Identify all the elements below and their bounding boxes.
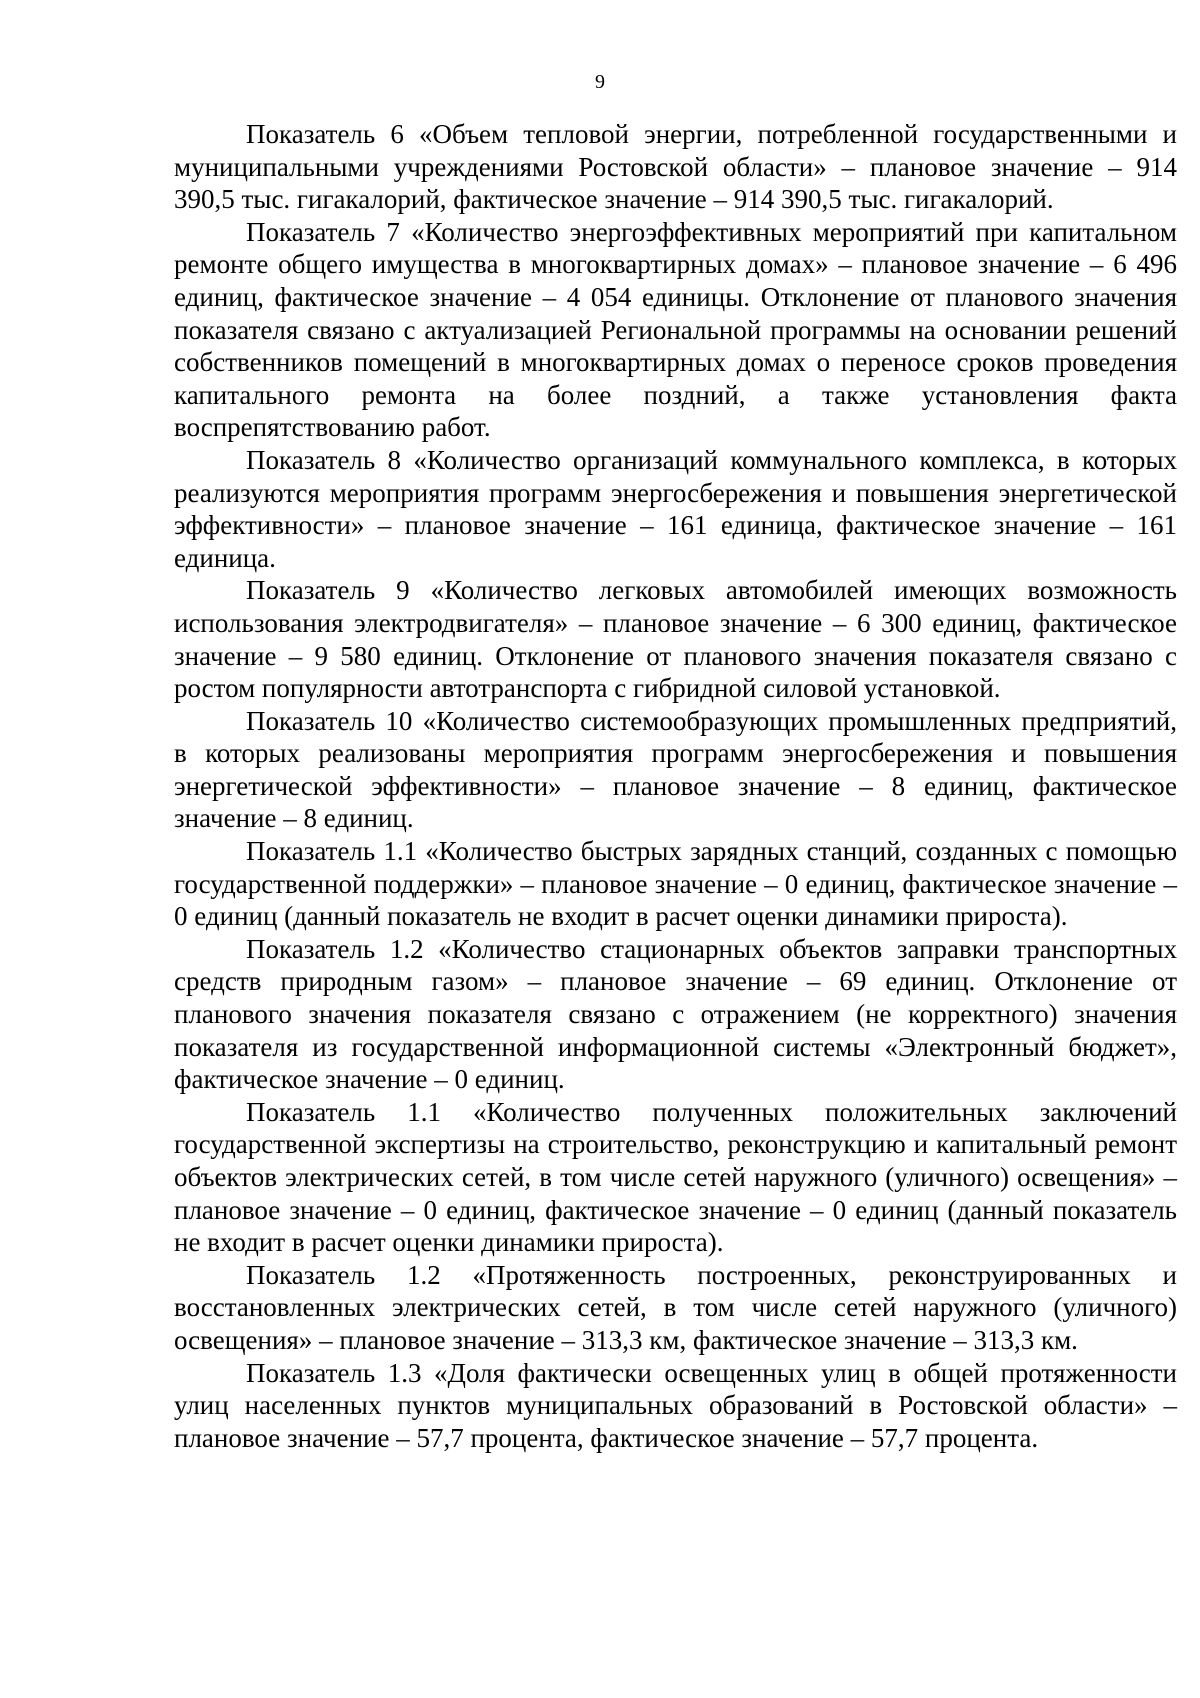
document-body (174, 118, 1177, 1454)
paragraph-indicator-8: Показатель 8 «Количество организаций коммунального комплекса, в которых реализуются мероприятия программ энергосбережения и повышения энергетической эффективности» – плановое значение – 161 единица, фактическое значение – 161 единица. (174, 444, 1177, 573)
paragraph-indicator-10: Показатель 10 «Количество системообразующих промышленных предприятий, в которых реализованы мероприятия программ энергосбережения и повышения энергетической эффективности» – плановое значение – 8 единиц, фактическое значение – 8 единиц. (174, 705, 1177, 834)
paragraph-indicator-1-1-expertise: Показатель 1.1 «Количество полученных положительных заключений государственной экспертизы на строительство, реконструкцию и капитальный ремонт объектов электрических сетей, в том числе сетей наружного (уличного) освещения» – плановое значение – 0 единиц, фактическое значение – 0 единиц (данный показатель не входит в расчет оценки динамики прироста). (174, 1096, 1177, 1258)
paragraph-indicator-7: Показатель 7 «Количество энергоэффективных мероприятий при капитальном ремонте общего имущества в многоквартирных домах» – плановое значение – 6 496 единиц, фактическое значение – 4 054 единицы. Отклонение от планового значения показателя связано с актуализацией Региональной программы на основании решений собственников помещений в многоквартирных домах о переносе сроков проведения капитального ремонта на более поздний, а также установления факта воспрепятствованию работ. (174, 216, 1177, 443)
paragraph-indicator-6: Показатель 6 «Объем тепловой энергии, потребленной государственными и муниципальными учреждениями Ростовской области» – плановое значение – 914 390,5 тыс. гигакалорий, фактическое значение – 914 390,5 тыс. гигакалорий. (174, 119, 1177, 215)
paragraph-indicator-1-3-streets: Показатель 1.3 «Доля фактически освещенных улиц в общей протяженности улиц населенных пунктов муниципальных образований в Ростовской области» – плановое значение – 57,7 процента, фактическое значение – 57,7 процента. (174, 1357, 1177, 1453)
paragraph-indicator-1-1-charging: Показатель 1.1 «Количество быстрых зарядных станций, созданных с помощью государственной поддержки» – плановое значение – 0 единиц, фактическое значение – 0 единиц (данный показатель не входит в расчет оценки динамики прироста). (174, 836, 1177, 932)
paragraph-indicator-1-2-gas-stations: Показатель 1.2 «Количество стационарных объектов заправки транспортных средств природным газом» – плановое значение – 69 единиц. Отклонение от планового значения показателя связано с отражением (не корректного) значения показателя из государственной информационной системы «Электронный бюджет», фактическое значение – 0 единиц. (174, 933, 1177, 1095)
page-number: 9 (595, 71, 605, 93)
paragraph-indicator-1-2-networks: Показатель 1.2 «Протяженность построенных, реконструированных и восстановленных электрических сетей, в том числе сетей наружного (уличного) освещения» – плановое значение – 313,3 км, фактическое значение – 313,3 км. (174, 1259, 1177, 1355)
paragraph-indicator-9: Показатель 9 «Количество легковых автомобилей имеющих возможность использования электродвигателя» – плановое значение – 6 300 единиц, фактическое значение – 9 580 единиц. Отклонение от планового значения показателя связано с ростом популярности автотранспорта с гибридной силовой установкой. (174, 575, 1177, 704)
